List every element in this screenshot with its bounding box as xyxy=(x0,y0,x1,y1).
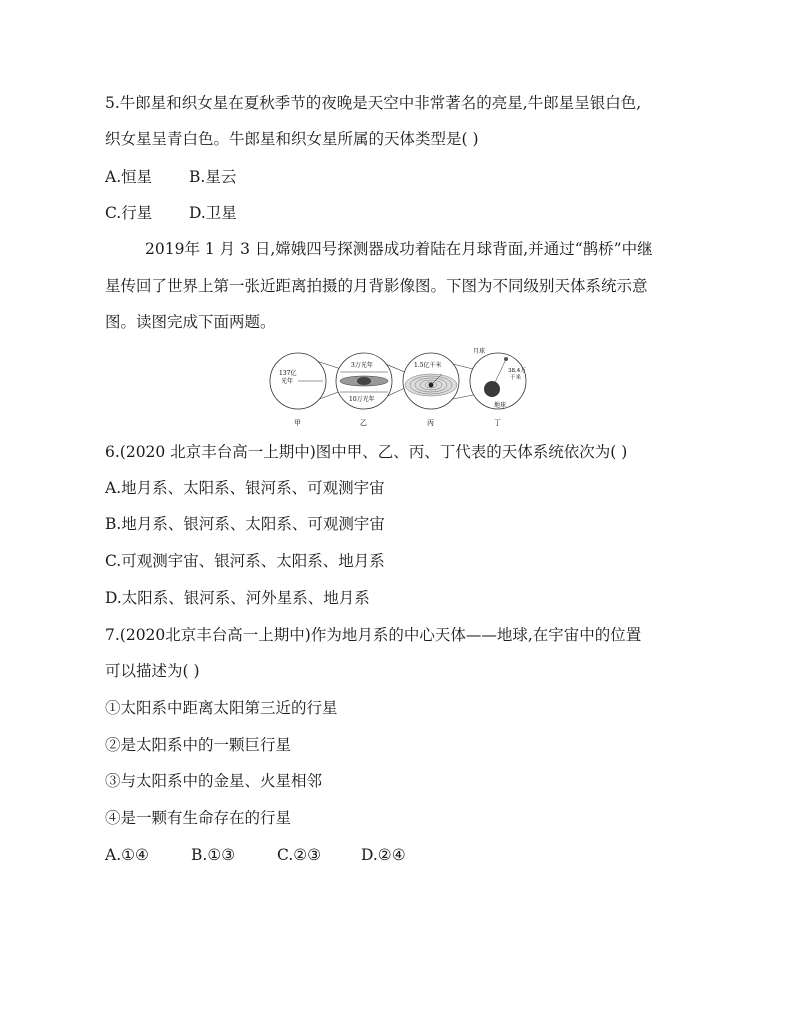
q7-stem-line1: 7.(2020北京丰台高一上期中)作为地月系的中心天体——地球,在宇宙中的位置 xyxy=(105,626,642,644)
intro-line2: 星传回了世界上第一张近距离拍摄的月背影像图。下图为不同级别天体系统示意 xyxy=(105,277,648,295)
q5-option-b: B.星云 xyxy=(189,168,237,186)
caption-jia: 甲 xyxy=(294,419,301,427)
q7-stem-line2: 可以描述为( ) xyxy=(105,662,200,680)
q6-option-d: D.太阳系、银河系、河外星系、地月系 xyxy=(105,589,370,607)
q7-option-a: A.①④ xyxy=(105,846,149,864)
q6-stem: 6.(2020 北京丰台高一上期中)图中甲、乙、丙、丁代表的天体系统依次为( ) xyxy=(105,443,628,461)
label-b-bottom: 10万光年 xyxy=(349,396,375,403)
intro-line3: 图。读图完成下面两题。 xyxy=(105,313,276,331)
label-c-dist: 1.5亿千米 xyxy=(414,362,442,369)
q7-item-1: ①太阳系中距离太阳第三近的行星 xyxy=(105,699,338,717)
q5-stem-line1: 5.牛郎星和织女星在夏秋季节的夜晚是天空中非常著名的亮星,牛郎星呈银白色, xyxy=(105,94,642,112)
figure-svg xyxy=(268,345,530,431)
q7-option-c: C.②③ xyxy=(277,846,322,864)
q7-option-b: B.①③ xyxy=(191,846,236,864)
q6-option-a: A.地月系、太阳系、银河系、可观测宇宙 xyxy=(105,479,385,497)
caption-ding: 丁 xyxy=(494,419,501,427)
caption-yi: 乙 xyxy=(360,419,367,427)
label-a-dist: 137亿 xyxy=(279,370,297,377)
q7-option-d: D.②④ xyxy=(361,846,406,864)
q6-option-c: C.可观测宇宙、银河系、太阳系、地月系 xyxy=(105,552,385,570)
label-a-unit: 光年 xyxy=(281,378,294,385)
q6-option-b: B.地月系、银河系、太阳系、可观测宇宙 xyxy=(105,515,385,533)
caption-bing: 丙 xyxy=(427,419,434,427)
q5-stem-line2: 织女星呈青白色。牛郎星和织女星所属的天体类型是( ) xyxy=(105,130,479,148)
label-d-moon: 月球 xyxy=(473,348,486,355)
q5-option-c: C.行星 xyxy=(105,204,153,222)
label-b-top: 3万光年 xyxy=(351,362,373,369)
q5-option-d: D.卫星 xyxy=(189,204,237,222)
galaxy-bulge xyxy=(357,377,371,385)
q7-item-2: ②是太阳系中的一颗巨行星 xyxy=(105,736,292,754)
label-d-earth: 地球 xyxy=(494,402,507,409)
q5-options-row2 xyxy=(105,202,237,224)
q7-options-row xyxy=(105,844,406,866)
label-d-unit: 千米 xyxy=(510,375,522,381)
q5-option-a: A.恒星 xyxy=(105,168,153,186)
circle-ding xyxy=(470,353,526,409)
celestial-systems-figure xyxy=(268,345,530,431)
label-d-dist: 38.4万 xyxy=(508,368,526,374)
intro-line1: 2019年 1 月 3 日,嫦娥四号探测器成功着陆在月球背面,并通过“鹊桥”中继 xyxy=(145,240,653,258)
q7-item-4: ④是一颗有生命存在的行星 xyxy=(105,809,292,827)
q5-options-row1 xyxy=(105,166,236,188)
q7-item-3: ③与太阳系中的金星、火星相邻 xyxy=(105,772,323,790)
